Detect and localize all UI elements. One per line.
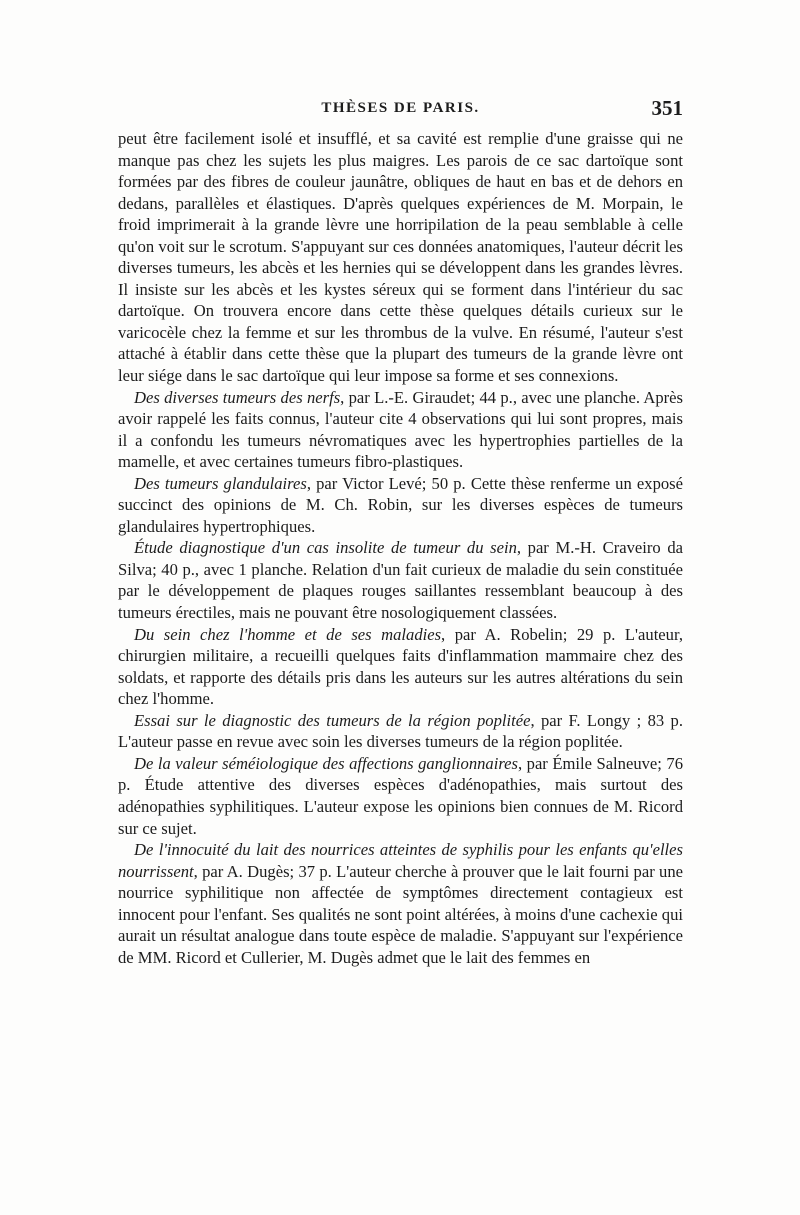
thesis-title: De la valeur séméiologique des affections ganglionnaires xyxy=(134,753,518,773)
thesis-title: Du sein chez l'homme et de ses maladies xyxy=(134,624,442,644)
thesis-title: Essai sur le diagnostic des tumeurs de la région poplitée xyxy=(134,710,531,730)
thesis-title: Étude diagnostique d'un cas insolite de tumeur du sein xyxy=(134,538,517,558)
entry-text: , par Victor Levé; 50 p. Cette thèse renferme un exposé succinct des opinions de M. Ch. Robin, sur les diverses espèces de tumeurs glandulaires hypertrophiques. xyxy=(118,473,683,536)
thesis-title: Des tumeurs glandulaires xyxy=(134,473,307,493)
entry-text: , par A. Robelin; 29 p. L'auteur, chirurgien militaire, a recueilli quelques faits d'inflammation mammaire chez des soldats, et rapporte des détails pris dans les auteurs sur les autres altérations du sein chez l'homme. xyxy=(118,624,683,709)
entry-text: , par A. Dugès; 37 p. L'auteur cherche à prouver que le lait fourni par une nourrice syphilitique non affectée de symptômes directement contagieux est innocent pour l'enfant. Ses qualités ne sont point altérées, à moins d'une cachexie qui aurait un résultat analogue dans toute espèce de maladie. S'appuyant sur l'expérience de MM. Ricord et Cullerier, M. Dugès admet que le lait des femmes en xyxy=(118,861,683,967)
entry-text: , par L.-E. Giraudet; 44 p., avec une planche. Après avoir rappelé les faits connus, l'auteur cite 4 observations qui lui sont propres, mais il a confondu les tumeurs névromatiques avec les hypertrophies partielles de la mamelle, et avec certaines tumeurs fibro-plastiques. xyxy=(118,387,683,472)
entry-robelin xyxy=(118,624,683,710)
entry-duges xyxy=(118,839,683,968)
entry-text: , par Émile Salneuve; 76 p. Étude attentive des diverses espèces d'adénopathies, mais surtout des adénopathies syphilitiques. L'auteur expose les opinions bien connues de M. Ricord sur ce sujet. xyxy=(118,753,683,838)
entry-craveiro-da-silva xyxy=(118,537,683,623)
entry-text: , par M.-H. Craveiro da Silva; 40 p., avec 1 planche. Relation d'un fait curieux de maladie du sein constituée par le développement de plaques rouges saillantes ressemblant beaucoup à des tumeurs érectiles, mais ne pouvant être nosologiquement classées. xyxy=(118,538,683,623)
entry-text: , par F. Longy ; 83 p. L'auteur passe en revue avec soin les diverses tumeurs de la région poplitée. xyxy=(118,710,683,752)
thesis-title: Des diverses tumeurs des nerfs xyxy=(134,387,341,407)
paragraph-text: peut être facilement isolé et insufflé, et sa cavité est remplie d'une graisse qui ne manque pas chez les sujets les plus maigres. Les parois de ce sac dartoïque sont formées par des fibres de couleur jaunâtre, obliques de haut en bas et de dehors en dedans, parallèles et élastiques. D'après quelques expériences de M. Morpain, le froid imprimerait à la grande lèvre une horripilation de la peau semblable à celle qu'on voit sur le scrotum. S'appuyant sur ces données anatomiques, l'auteur décrit les diverses tumeurs, les abcès et les hernies qui se développent dans les grandes lèvres. Il insiste sur les abcès et les kystes séreux qui se forment dans l'intérieur du sac dartoïque. On trouvera encore dans cette thèse quelques détails curieux sur le varicocèle chez la femme et sur les thrombus de la vulve. En résumé, l'auteur s'est attaché à établir dans cette thèse que la plupart des tumeurs de la grande lèvre ont leur siége dans le sac dartoïque qui leur impose sa forme et ses connexions. xyxy=(118,129,683,386)
entry-giraudet xyxy=(118,387,683,473)
page-number: 351 xyxy=(651,96,683,120)
entry-salneuve xyxy=(118,753,683,839)
running-head: THÈSES DE PARIS. xyxy=(321,100,480,116)
page-header xyxy=(118,96,683,126)
entry-leve xyxy=(118,473,683,538)
entry-longy xyxy=(118,710,683,753)
thesis-title: De l'innocuité du lait des nourrices atteintes de syphilis pour les enfants qu'elles nourrissent xyxy=(118,840,683,881)
paragraph-continuation xyxy=(118,128,683,387)
body-text xyxy=(118,128,683,968)
